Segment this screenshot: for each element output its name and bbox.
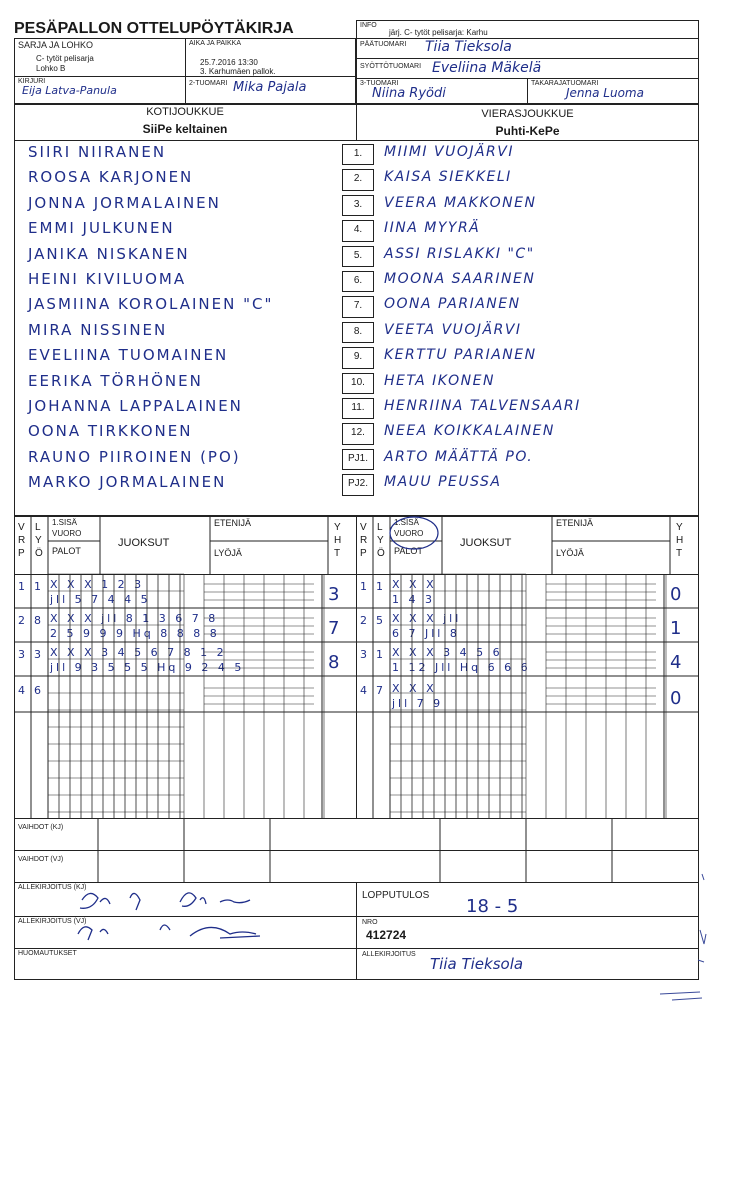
inning-vrp: 1: [18, 580, 28, 593]
tuomari3-value: Niina Ryödi: [372, 86, 446, 101]
inning-marks-bottom: 2 5 9 9 9 Hq 8 8 8 8: [50, 627, 220, 640]
home-player-name: JANIKA NISKANEN: [28, 244, 190, 263]
huomautukset-label: HUOMAUTUKSET: [18, 950, 77, 957]
inning-total: 3: [328, 584, 343, 605]
player-number: PJ2.: [342, 474, 374, 495]
home-player-name: HEINI KIVILUOMA: [28, 270, 187, 288]
home-palot-header: PALOT: [52, 546, 81, 556]
away-player-name: MOONA SAARINEN: [384, 271, 536, 287]
player-number: 7.: [342, 296, 374, 317]
margin-marks: [650, 860, 720, 1010]
kirjuri-label: KIRJURI: [18, 78, 46, 85]
away-lyo-header: L: [377, 522, 383, 533]
player-number: PJ1.: [342, 449, 374, 470]
allekirjoitus-vj-label: ALLEKIRJOITUS (VJ): [18, 918, 87, 925]
home-player-name: EMMI JULKUNEN: [28, 219, 175, 238]
home-vrp-header: V: [18, 522, 25, 533]
inning-total: 7: [328, 618, 343, 639]
away-player-name: MAUU PEUSSA: [384, 474, 502, 491]
inning-vrp: 2: [360, 614, 370, 627]
home-vuoro-header: VUORO: [52, 529, 82, 538]
home-yht-header: T: [334, 548, 341, 559]
away-player-name: IINA MYYRÄ: [384, 220, 481, 237]
home-player-name: EVELIINA TUOMAINEN: [28, 346, 229, 365]
away-player-name: OONA PARIANEN: [384, 296, 521, 313]
inning-marks-top: X X X: [392, 578, 437, 591]
nro-label: NRO: [362, 919, 378, 926]
home-player-name: JOHANNA LAPPALAINEN: [28, 397, 243, 415]
player-number: 6.: [342, 271, 374, 292]
home-yht-header: Y: [334, 522, 341, 533]
away-yht-header: T: [676, 548, 683, 559]
home-player-name: RAUNO PIIROINEN (PO): [28, 447, 241, 466]
away-yht-header: Y: [676, 522, 683, 533]
away-team-name: Puhti-KePe: [495, 124, 560, 138]
player-number: 11.: [342, 398, 374, 419]
inning-marks-bottom: 1 12 Jll Hq 6 6 6: [392, 661, 531, 674]
inning-vrp: 1: [360, 580, 370, 593]
away-vrp-header: P: [360, 548, 367, 559]
player-number: 12.: [342, 423, 374, 444]
inning-total: 0: [670, 584, 685, 605]
inning-lyo: 5: [376, 614, 386, 627]
player-number: 10.: [342, 373, 374, 394]
home-juoksut-header: JUOKSUT: [118, 537, 170, 549]
inning-vrp: 4: [18, 684, 28, 697]
inning-marks-bottom: jll 7 9: [392, 697, 444, 710]
inning-marks-top: X X X 3 4 5 6 7 8 1 2: [50, 646, 227, 659]
inning-total: 0: [670, 688, 685, 709]
syottotuomari-label: SYÖTTÖTUOMARI: [360, 63, 422, 70]
away-player-name: HETA IKONEN: [384, 372, 495, 389]
away-player-name: VEETA VUOJÄRVI: [384, 321, 522, 338]
away-player-name: NEEA KOIKKALAINEN: [384, 423, 555, 440]
paikka-value: 3. Karhumäen pallok.: [200, 67, 276, 76]
player-number: 8.: [342, 322, 374, 343]
away-player-name: VEERA MAKKONEN: [384, 194, 537, 211]
away-player-name: KAISA SIEKKELI: [384, 169, 512, 186]
inning-total: 4: [670, 652, 685, 673]
inning-marks-top: X X X 1 2 3: [50, 578, 145, 591]
inning-lyo: 1: [376, 580, 386, 593]
home-lyo-header: L: [35, 522, 41, 533]
player-number: 2.: [342, 169, 374, 190]
away-vuoro-header: VUORO: [394, 529, 424, 538]
syottotuomari-value: Eveliina Mäkelä: [432, 60, 542, 76]
aika-label: AIKA JA PAIKKA: [189, 40, 242, 47]
allekirjoitus-kj-label: ALLEKIRJOITUS (KJ): [18, 884, 87, 891]
inning-lyo: 8: [34, 614, 44, 627]
home-yht-header: H: [334, 535, 342, 546]
away-player-name: KERTTU PARIANEN: [384, 347, 537, 364]
home-player-name: JONNA JORMALAINEN: [28, 193, 221, 212]
home-team-label: KOTIJOUKKUE: [146, 106, 224, 118]
home-lyoja-header: LYÖJÄ: [214, 548, 242, 558]
lopputulos-value: 18 - 5: [466, 896, 519, 917]
inning-vrp: 3: [18, 648, 28, 661]
away-palot-header: PALOT: [394, 546, 423, 556]
lopputulos-label: LOPPUTULOS: [362, 890, 430, 901]
away-lyo-header: Y: [377, 535, 384, 546]
info-label: INFO: [360, 22, 377, 29]
aika-value: 25.7.2016 13:30: [200, 58, 258, 67]
paatuomari-label: PÄÄTUOMARI: [360, 41, 407, 48]
inning-lyo: 3: [34, 648, 44, 661]
home-lyo-header: Y: [35, 535, 42, 546]
tuomari2-value: Mika Pajala: [233, 80, 307, 95]
takaraja-label: TAKARAJATUOMARI: [531, 80, 599, 87]
inning-marks-top: X X X jll: [392, 612, 462, 625]
nro-value: 412724: [366, 928, 407, 942]
away-vrp-header: R: [360, 535, 368, 546]
vaihdot-kj-label: VAIHDOT (KJ): [18, 824, 64, 831]
sarja-label: SARJA JA LOHKO: [18, 40, 94, 50]
home-player-name: EERIKA TÖRHÖNEN: [28, 371, 203, 390]
player-number: 3.: [342, 195, 374, 216]
vaihdot-vj-label: VAIHDOT (VJ): [18, 856, 64, 863]
allekirjoitus-value: Tiia Tieksola: [430, 955, 524, 973]
player-number: 5.: [342, 246, 374, 267]
home-player-name: OONA TIRKKONEN: [28, 422, 193, 441]
player-number: 9.: [342, 347, 374, 368]
takaraja-value: Jenna Luoma: [566, 86, 644, 100]
away-player-name: HENRIINA TALVENSAARI: [384, 398, 581, 414]
away-etenija-header: ETENIJÄ: [556, 518, 594, 528]
inning-marks-top: X X X jll 8 1 3 6 7 8: [50, 612, 219, 625]
inning-marks-bottom: jll 5 7 4 4 5: [50, 593, 151, 606]
home-vrp-header: R: [18, 535, 26, 546]
player-number: 4.: [342, 220, 374, 241]
inning-marks-bottom: 6 7 Jll 8: [392, 627, 460, 640]
inning-vrp: 3: [360, 648, 370, 661]
inning-vrp: 4: [360, 684, 370, 697]
home-team-name: SiiPe keltainen: [142, 122, 228, 136]
vuoro-circle: [390, 517, 438, 549]
inning-lyo: 6: [34, 684, 44, 697]
home-etenija-header: ETENIJÄ: [214, 518, 252, 528]
home-player-name: JASMIINA KOROLAINEN "C": [28, 295, 274, 314]
inning-lyo: 7: [376, 684, 386, 697]
inning-total: 8: [328, 652, 343, 673]
sarja-value: C- tytöt pelisarja: [36, 54, 94, 63]
inning-lyo: 1: [34, 580, 44, 593]
player-number: 1.: [342, 144, 374, 165]
away-sisa-header: 1.SISÄ: [394, 518, 419, 527]
lohko-value: Lohko B: [36, 64, 66, 73]
home-player-name: MIRA NISSINEN: [28, 320, 168, 339]
signature-kj-vj: [70, 880, 290, 950]
home-sisa-header: 1.SISÄ: [52, 518, 77, 527]
away-vrp-header: V: [360, 522, 367, 533]
away-yht-header: H: [676, 535, 684, 546]
info-value: järj. C- tytöt pelisarja: Karhu: [389, 28, 488, 37]
allekirjoitus-label: ALLEKIRJOITUS: [362, 951, 416, 958]
home-player-name: ROOSA KARJONEN: [28, 168, 194, 187]
home-player-name: SIIRI NIIRANEN: [28, 143, 167, 161]
home-vrp-header: P: [18, 548, 25, 559]
away-team-label: VIERASJOUKKUE: [481, 108, 574, 120]
away-player-name: ASSI RISLAKKI "C": [384, 245, 535, 262]
inning-vrp: 2: [18, 614, 28, 627]
page-title: PESÄPALLON OTTELUPÖYTÄKIRJA: [14, 20, 294, 37]
tuomari3-label: 3-TUOMARI: [360, 80, 399, 87]
inning-total: 1: [670, 618, 685, 639]
away-lyoja-header: LYÖJÄ: [556, 548, 584, 558]
inning-marks-top: X X X 3 4 5 6: [392, 646, 503, 659]
inning-marks-bottom: jll 9 3 5 5 5 Hq 9 2 4 5: [50, 661, 245, 674]
paatuomari-value: Tiia Tieksola: [425, 39, 512, 55]
home-player-name: MARKO JORMALAINEN: [28, 473, 227, 492]
inning-marks-bottom: 1 4 3: [392, 593, 435, 606]
inning-marks-top: X X X: [392, 682, 437, 695]
away-juoksut-header: JUOKSUT: [460, 537, 512, 549]
kirjuri-value: Eija Latva-Panula: [22, 84, 117, 97]
tuomari2-label: 2-TUOMARI: [189, 80, 228, 87]
away-player-name: ARTO MÄÄTTÄ PO.: [384, 448, 534, 465]
home-lyo-header: Ö: [35, 548, 43, 559]
away-player-name: MIIMI VUOJÄRVI: [384, 144, 514, 160]
away-lyo-header: Ö: [377, 548, 385, 559]
inning-lyo: 1: [376, 648, 386, 661]
